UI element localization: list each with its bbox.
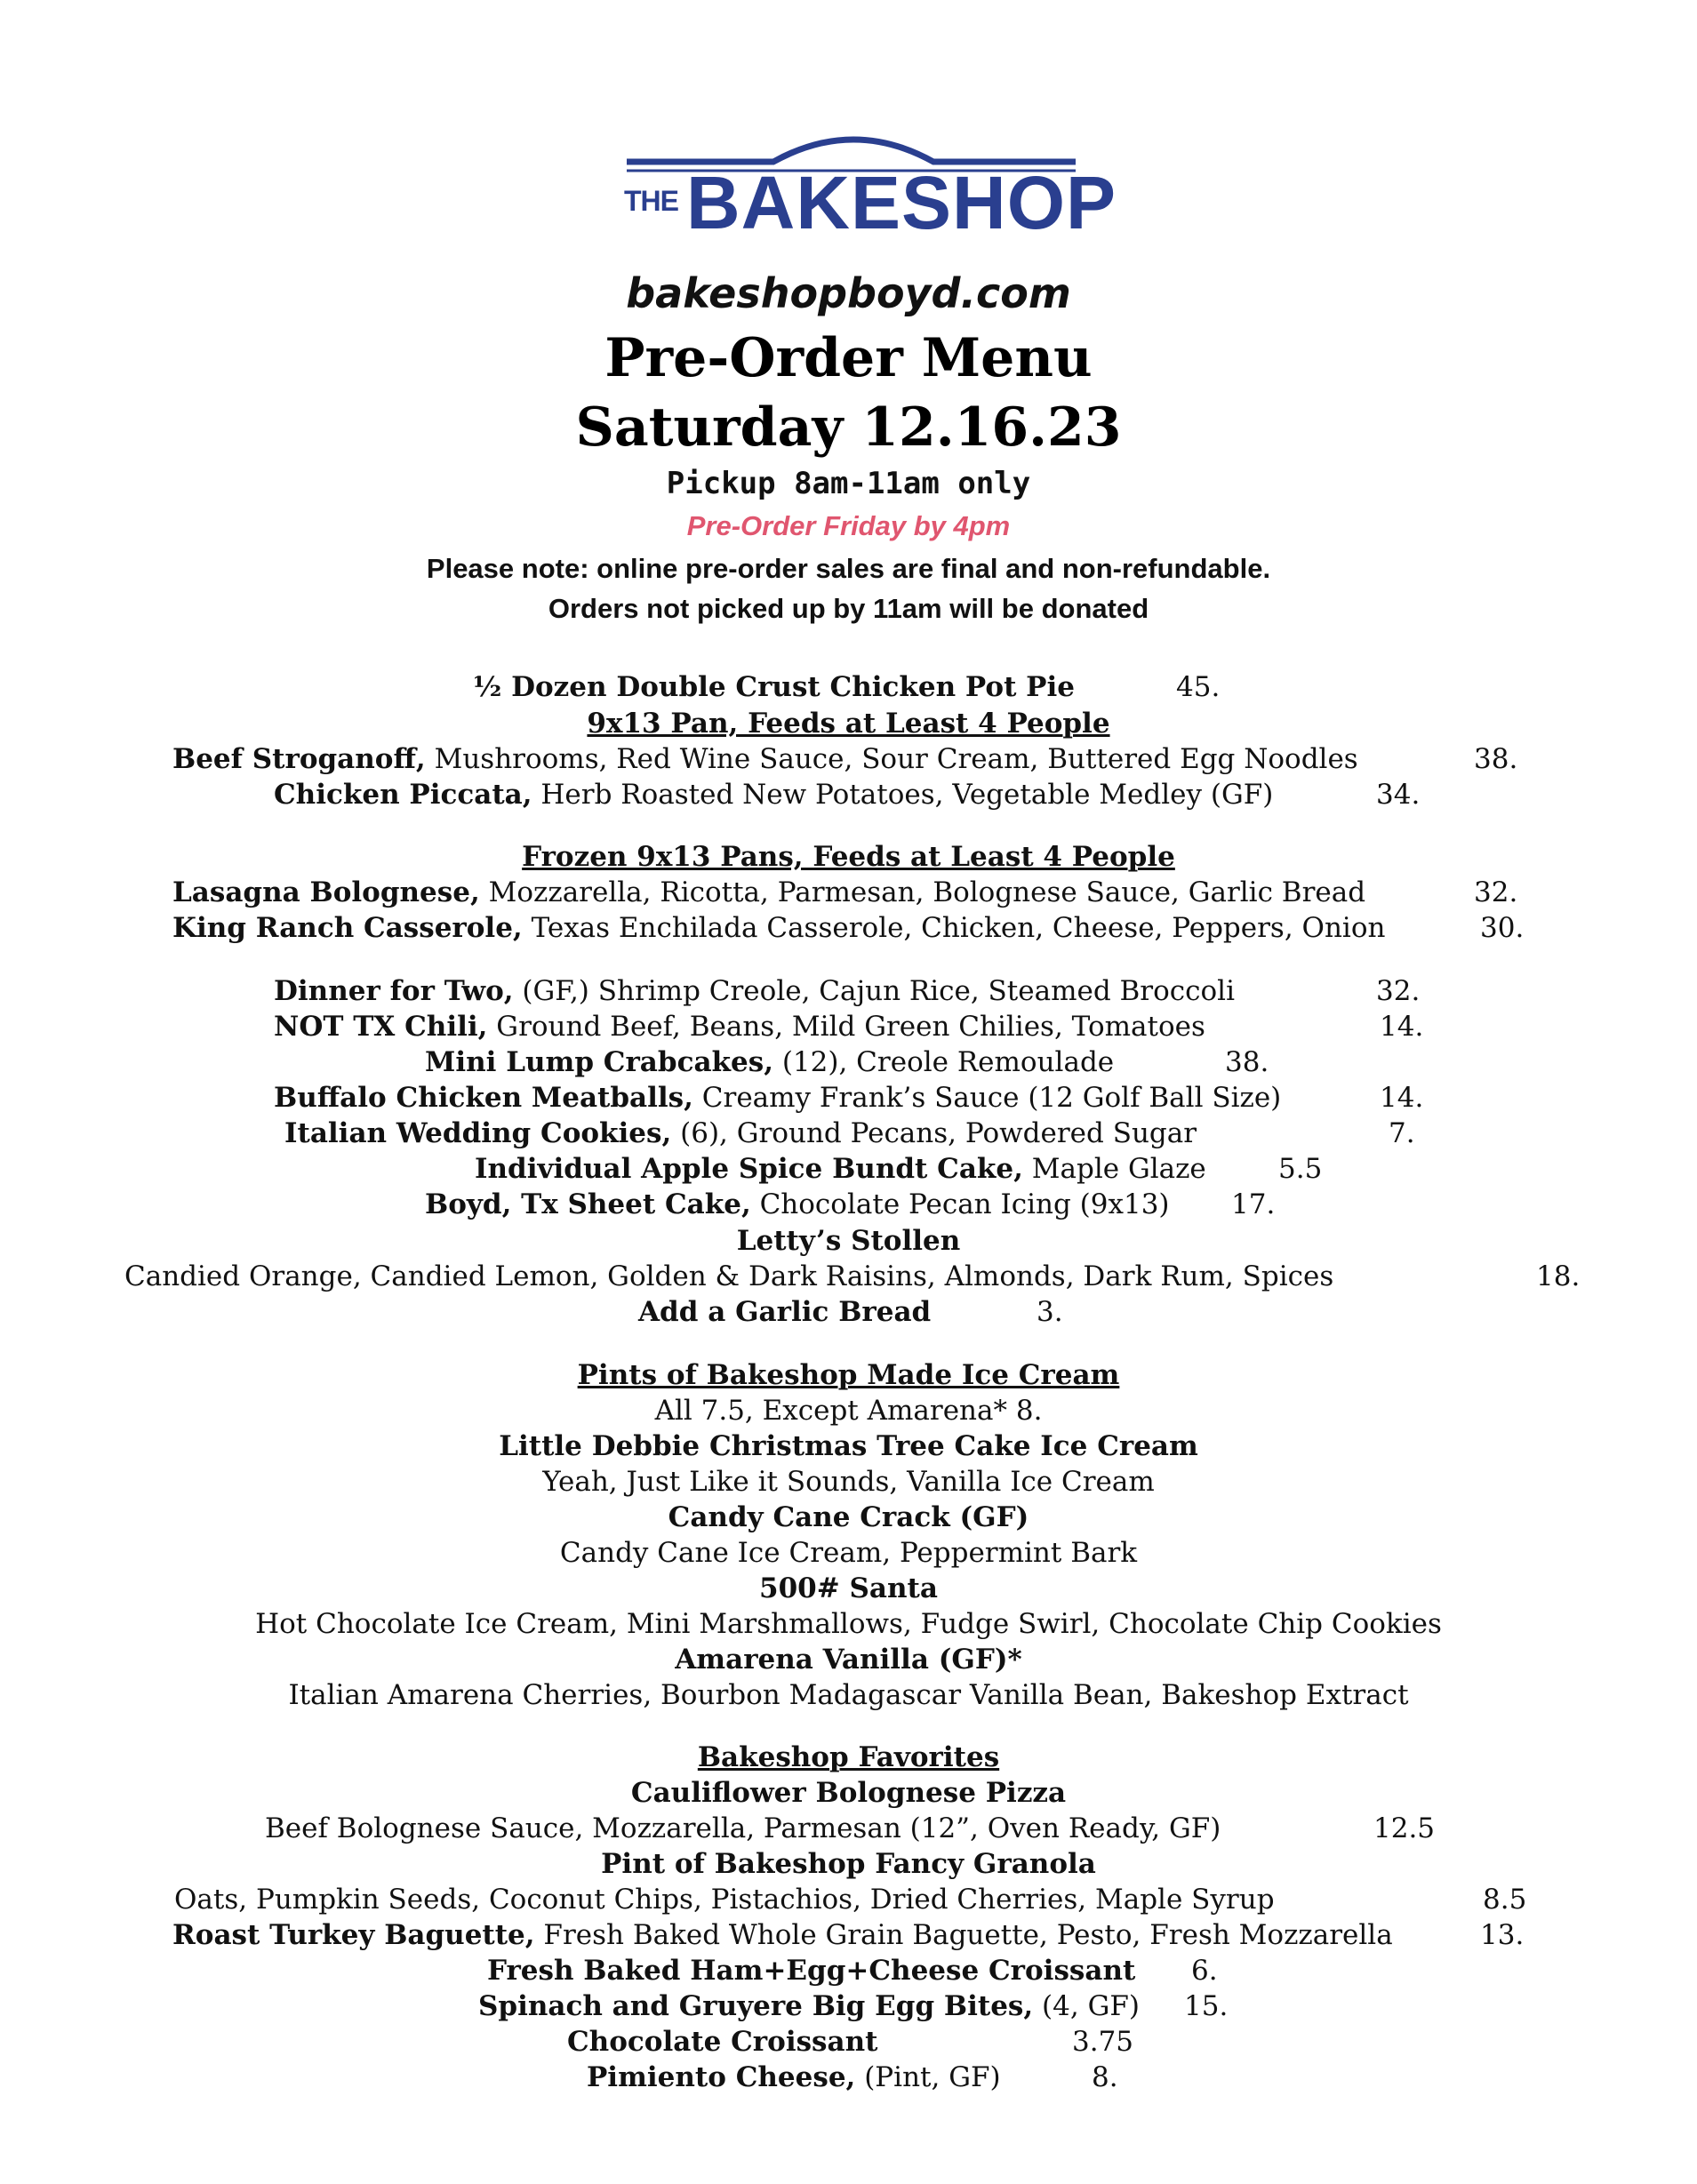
item-desc: Oats, Pumpkin Seeds, Coconut Chips, Pistachios, Dried Cherries, Maple Syrup [174,1884,1275,1916]
item-price: 18. [1536,1260,1581,1292]
section-heading: Pints of Bakeshop Made Ice Cream [577,1359,1120,1391]
item-name: ½ Dozen Double Crust Chicken Pot Pie [473,671,1075,703]
flavor-name: 500# Santa [759,1572,938,1604]
ice-cream-pricing: All 7.5, Except Amarena* 8. [654,1395,1043,1427]
item-desc: Candied Orange, Candied Lemon, Golden & Dark Raisins, Almonds, Dark Rum, Spices [124,1260,1334,1292]
preorder-deadline: Pre-Order Friday by 4pm [686,510,1011,541]
item-desc: Maple Glaze [1022,1153,1206,1185]
item-desc: Beef Bolognese Sauce, Mozzarella, Parmesan (12”, Oven Ready, GF) [265,1812,1221,1844]
item-price: 13. [1480,1919,1525,1951]
item-name: Chicken Piccata, [274,779,532,811]
item-price: 3.75 [1072,2026,1134,2058]
item-desc: (6), Ground Pecans, Powdered Sugar [671,1117,1197,1149]
logo-name: BAKESHOP [686,161,1117,244]
menu-item [274,975,1235,1007]
menu-item [172,912,1385,944]
item-desc: (Pint, GF) [855,2061,1001,2093]
item-price: 7. [1389,1117,1415,1149]
item-desc: Texas Enchilada Casserole, Chicken, Cheese, Peppers, Onion [522,912,1386,944]
item-name: Dinner for Two, [274,975,514,1007]
item-price: 32. [1376,975,1421,1007]
menu-item [475,1153,1206,1185]
menu-item [425,1046,1114,1078]
note-final-sales: Please note: online pre-order sales are final and non-refundable. [426,553,1271,584]
item-desc: Chocolate Pecan Icing (9x13) [750,1188,1170,1220]
page-title: Pre-Order Menu [604,327,1093,389]
note-donated: Orders not picked up by 11am will be donated [548,593,1149,624]
section-heading: Frozen 9x13 Pans, Feeds at Least 4 People [522,841,1175,873]
logo-the: THE [624,185,678,217]
item-price: 14. [1380,1011,1424,1043]
item-price: 34. [1376,779,1421,811]
item-name: Boyd, Tx Sheet Cake, [425,1188,751,1220]
menu-item [274,1011,1205,1043]
item-desc: Ground Beef, Beans, Mild Green Chilies, Tomatoes [487,1011,1205,1043]
item-desc: (4, GF) [1033,1990,1140,2022]
item-desc: Mozzarella, Ricotta, Parmesan, Bolognese Sauce, Garlic Bread [479,876,1366,908]
item-desc: (GF,) Shrimp Creole, Cajun Rice, Steamed Broccoli [513,975,1235,1007]
item-name: King Ranch Casserole, [172,912,523,944]
bakeshop-logo [622,124,1117,244]
item-name: Pimiento Cheese, [587,2061,856,2093]
item-name: Buffalo Chicken Meatballs, [274,1082,693,1114]
item-name: Lasagna Bolognese, [172,876,480,908]
item-price: 6. [1191,1955,1218,1987]
section-heading: Bakeshop Favorites [697,1741,1000,1773]
item-price: 5.5 [1278,1153,1323,1185]
item-price: 12.5 [1373,1812,1436,1844]
pickup-time: Pickup 8am-11am only [666,466,1031,501]
item-price: 8.5 [1483,1884,1527,1916]
item-desc: Creamy Frank’s Sauce (12 Golf Ball Size) [692,1082,1282,1114]
item-name: Chocolate Croissant [567,2026,878,2058]
item-name: Pint of Bakeshop Fancy Granola [601,1848,1096,1880]
item-desc: Fresh Baked Whole Grain Baguette, Pesto, Fresh Mozzarella [534,1919,1393,1951]
item-name: Individual Apple Spice Bundt Cake, [475,1153,1023,1185]
flavor-desc: Yeah, Just Like it Sounds, Vanilla Ice Cream [542,1466,1155,1498]
menu-item [425,1188,1170,1220]
flavor-name: Amarena Vanilla (GF)* [675,1644,1022,1676]
flavor-desc: Italian Amarena Cherries, Bourbon Madagascar Vanilla Bean, Bakeshop Extract [288,1679,1409,1711]
menu-item [172,743,1358,775]
item-name: Fresh Baked Ham+Egg+Cheese Croissant [487,1955,1136,1987]
item-name: Italian Wedding Cookies, [284,1117,672,1149]
item-desc: (12), Creole Remoulade [772,1046,1115,1078]
menu-date: Saturday 12.16.23 [575,396,1122,459]
item-price: 15. [1184,1990,1229,2022]
item-price: 14. [1380,1082,1424,1114]
item-name: Letty’s Stollen [736,1225,961,1257]
item-name: Beef Stroganoff, [172,743,426,775]
item-name: Mini Lump Crabcakes, [425,1046,773,1078]
menu-item [274,1082,1281,1114]
item-price: 3. [1037,1296,1063,1328]
item-price: 38. [1225,1046,1269,1078]
menu-item [284,1117,1197,1149]
item-desc: Mushrooms, Red Wine Sauce, Sour Cream, Buttered Egg Noodles [425,743,1358,775]
item-price: 8. [1092,2061,1118,2093]
item-name: Add a Garlic Bread [638,1296,932,1328]
website: bakeshopboyd.com [626,269,1071,317]
item-name: Spinach and Gruyere Big Egg Bites, [478,1990,1034,2022]
item-price: 38. [1474,743,1518,775]
flavor-name: Little Debbie Christmas Tree Cake Ice Cream [499,1430,1198,1462]
menu-item [172,876,1365,908]
item-name: NOT TX Chili, [274,1011,488,1043]
menu-item [587,2061,1001,2093]
item-price: 17. [1231,1188,1276,1220]
flavor-desc: Candy Cane Ice Cream, Peppermint Bark [559,1537,1138,1569]
menu-item [478,1990,1140,2022]
flavor-desc: Hot Chocolate Ice Cream, Mini Marshmallows, Fudge Swirl, Chocolate Chip Cookies [255,1608,1442,1640]
menu-item [274,779,1273,811]
flavor-name: Candy Cane Crack (GF) [668,1501,1029,1533]
item-price: 32. [1474,876,1518,908]
menu-item [172,1919,1393,1951]
item-price: 30. [1480,912,1525,944]
item-name: Cauliflower Bolognese Pizza [630,1777,1067,1809]
section-heading: 9x13 Pan, Feeds at Least 4 People [587,708,1110,740]
item-name: Roast Turkey Baguette, [172,1919,535,1951]
item-price: 45. [1176,671,1221,703]
item-desc: Herb Roasted New Potatoes, Vegetable Medley (GF) [532,779,1274,811]
